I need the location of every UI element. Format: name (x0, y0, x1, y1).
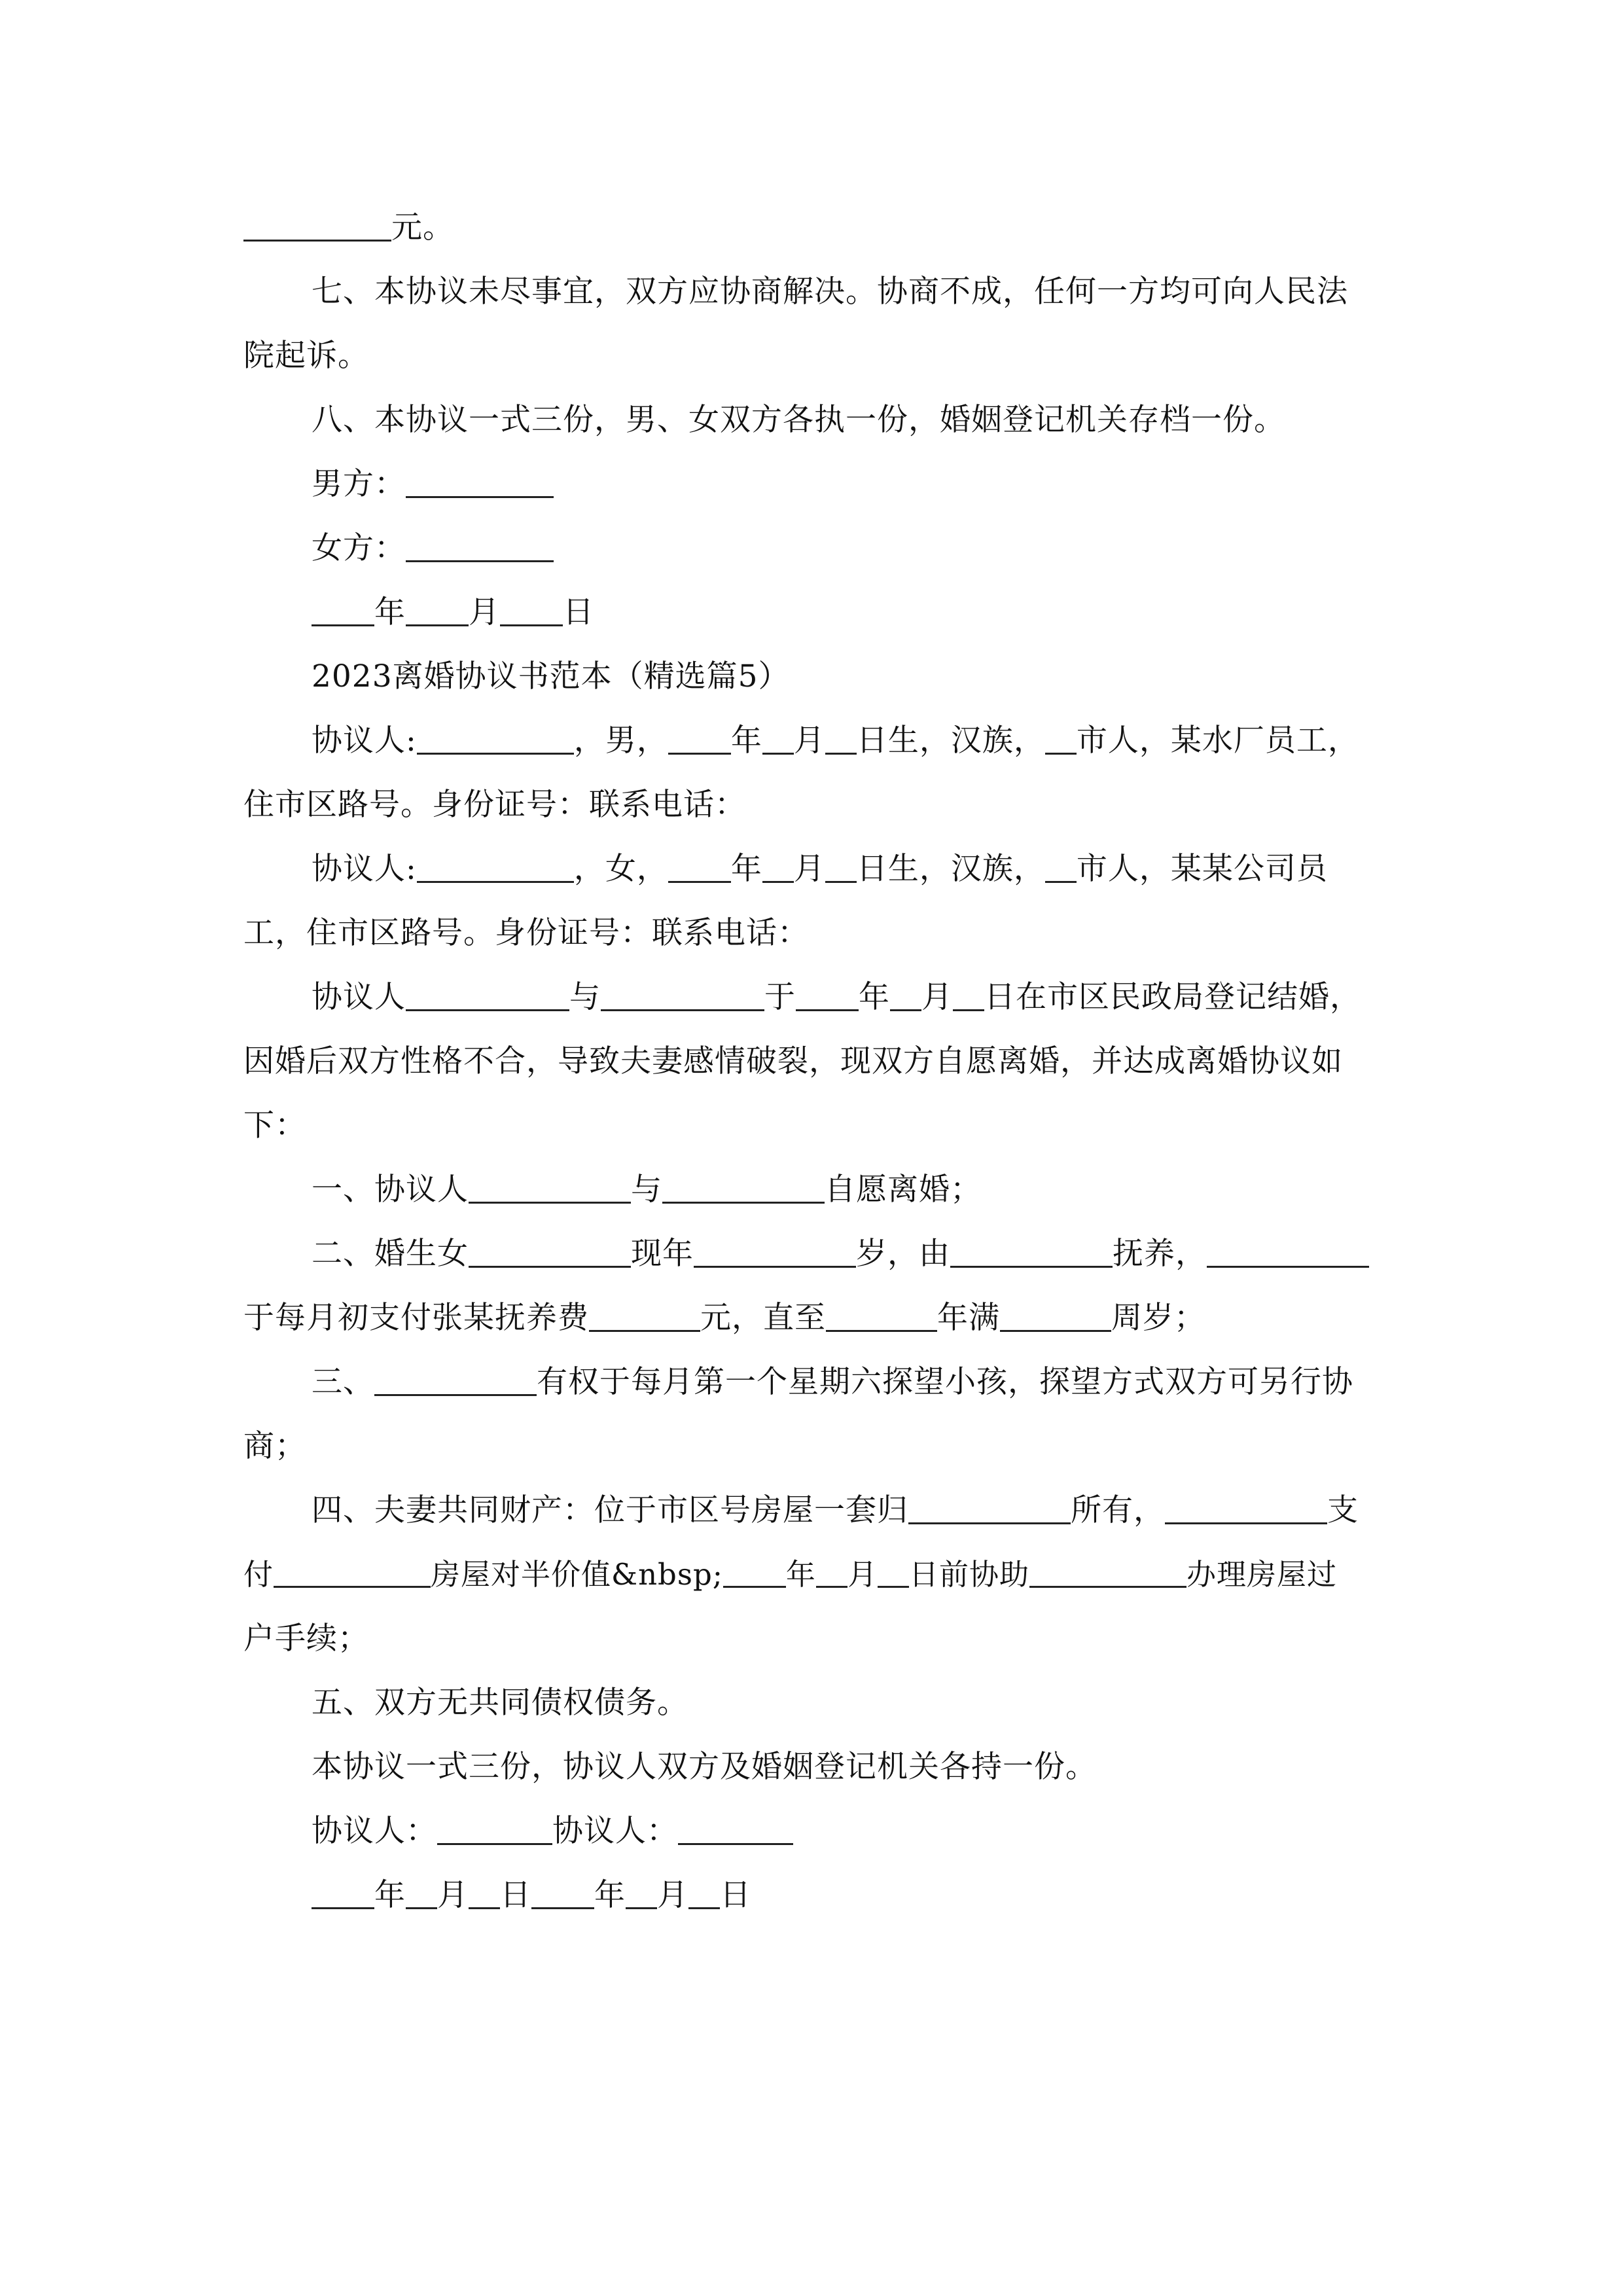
text-line (243, 208, 454, 247)
fill-blank (469, 1878, 500, 1909)
text-segment: 所有， (1071, 1492, 1165, 1528)
text-segment: 女方： (312, 530, 406, 566)
clause-2 (312, 1234, 1369, 1274)
text-segment: 年 (785, 1557, 816, 1592)
fill-blank (589, 1300, 700, 1332)
text-line (312, 978, 1361, 1017)
text-segment: 抚养， (1113, 1236, 1207, 1272)
fill-blank (243, 210, 391, 242)
text-line (243, 1042, 1343, 1081)
text-segment: 本协议一式三份，协议人双方及婚姻登记机关各持一份。 (312, 1749, 1097, 1785)
text-segment: 下： (243, 1107, 306, 1143)
text-segment: 日 (563, 594, 594, 630)
text-segment: 协议人: (312, 851, 417, 887)
text-segment: 一、协议人 (312, 1172, 469, 1208)
text-segment: 日 (720, 1877, 751, 1913)
fill-blank (662, 1172, 825, 1204)
text-segment: 协议人： (552, 1813, 678, 1849)
text-segment: 男方： (312, 466, 406, 502)
text-segment: 年 (594, 1877, 626, 1913)
fill-blank (825, 852, 857, 883)
fill-blank (762, 852, 794, 883)
fill-blank (406, 980, 569, 1011)
text-segment: 日生，汉族， (856, 851, 1045, 887)
fill-blank (723, 1558, 786, 1588)
clause-5 (312, 1683, 688, 1723)
fill-blank (826, 1300, 937, 1332)
text-segment: 协议人: (312, 723, 417, 759)
fill-blank (816, 1558, 847, 1588)
text-segment: 五、双方无共同债权债务。 (312, 1685, 688, 1721)
fill-blank (878, 1558, 909, 1588)
text-line (243, 1106, 306, 1145)
text-segment: 房屋对半价值&nbsp; (431, 1557, 723, 1592)
text-segment: 月 (657, 1877, 688, 1913)
text-segment: 自愿离婚； (825, 1172, 982, 1208)
fill-blank (1000, 1300, 1111, 1332)
clause-4 (312, 1491, 1359, 1530)
text-segment: 商； (243, 1428, 306, 1464)
fill-blank (406, 595, 469, 626)
text-segment: 工，住市区路号。身份证号：联系电话： (243, 915, 809, 951)
text-segment: 于每月初支付张某抚养费 (243, 1300, 589, 1336)
text-segment: 月 (437, 1877, 469, 1913)
fill-blank (274, 1558, 431, 1588)
text-segment: 现年 (631, 1236, 694, 1272)
text-segment: ，男， (573, 723, 668, 759)
text-line (312, 272, 1348, 312)
text-line (312, 1748, 1097, 1787)
text-segment: 协议人： (312, 1813, 437, 1849)
text-segment: 年 (730, 851, 762, 887)
fill-blank (1045, 852, 1077, 883)
text-segment: 与 (631, 1172, 662, 1208)
text-segment: 日在市区民政局登记结婚， (984, 979, 1361, 1015)
fill-blank (406, 531, 554, 562)
text-segment: 住市区路号。身份证号：联系电话： (243, 787, 746, 823)
text-segment: 户手续； (243, 1621, 369, 1657)
fill-blank (417, 723, 574, 755)
fill-blank (796, 980, 859, 1011)
text-segment: 月 (793, 723, 825, 759)
text-segment: 年 (730, 723, 762, 759)
signature-line-female (312, 529, 554, 568)
text-segment: 因婚后双方性格不合，导致夫妻感情破裂，现双方自愿离婚，并达成离婚协议如 (243, 1043, 1343, 1079)
date-line (312, 593, 594, 632)
clause-3 (312, 1363, 1353, 1402)
text-segment: 年 (859, 979, 890, 1015)
fill-blank (668, 852, 731, 883)
clause-1 (312, 1170, 982, 1210)
fill-blank (908, 1493, 1071, 1524)
fill-blank (694, 1236, 856, 1268)
section-heading (312, 657, 790, 696)
fill-blank (762, 723, 794, 755)
text-segment: 元，直至 (700, 1300, 826, 1336)
fill-blank (953, 980, 984, 1011)
text-segment: 三、 (312, 1364, 374, 1400)
text-segment: 岁，由 (856, 1236, 950, 1272)
text-segment: 二、婚生女 (312, 1236, 469, 1272)
fill-blank (688, 1878, 720, 1909)
fill-blank (406, 1878, 437, 1909)
text-line (243, 1427, 306, 1466)
text-segment: 年 (374, 594, 406, 630)
signature-line-male (312, 465, 554, 504)
date-line-parties (312, 1876, 751, 1915)
text-line (243, 336, 369, 376)
text-segment: 元。 (391, 209, 454, 245)
text-segment: 有权于每月第一个星期六探望小孩，探望方式双方可另行协 (537, 1364, 1353, 1400)
text-line (312, 721, 1359, 761)
text-line (243, 1555, 1337, 1594)
fill-blank (531, 1878, 594, 1909)
fill-blank (668, 723, 731, 755)
fill-blank (469, 1236, 631, 1268)
text-segment: 2023离婚协议书范本（精选篇5） (312, 658, 790, 694)
fill-blank (825, 723, 857, 755)
text-segment: 市人，某水厂员工， (1076, 723, 1359, 759)
text-segment: 七、本协议未尽事宜，双方应协商解决。协商不成，任何一方均可向人民法 (312, 274, 1348, 310)
fill-blank (312, 595, 374, 626)
text-segment: 支 (1327, 1492, 1359, 1528)
fill-blank (417, 852, 574, 883)
text-line (243, 1619, 369, 1659)
text-segment: 办理房屋过 (1186, 1557, 1337, 1592)
text-segment: 年 (374, 1877, 406, 1913)
text-segment: 日生，汉族， (856, 723, 1045, 759)
fill-blank (406, 467, 554, 498)
text-line (243, 914, 809, 953)
text-segment: 市人，某某公司员 (1076, 851, 1328, 887)
fill-blank (626, 1878, 657, 1909)
text-segment: 付 (243, 1557, 274, 1592)
fill-blank (601, 980, 764, 1011)
signature-line-parties (312, 1812, 793, 1851)
text-segment: 协议人 (312, 979, 406, 1015)
fill-blank (1165, 1493, 1327, 1524)
fill-blank (469, 1172, 631, 1204)
text-segment: 四、夫妻共同财产：位于市区号房屋一套归 (312, 1492, 908, 1528)
text-segment: 周岁； (1111, 1300, 1205, 1336)
text-segment: 年满 (937, 1300, 1000, 1336)
fill-blank (500, 595, 563, 626)
text-line (312, 850, 1328, 889)
fill-blank (1207, 1236, 1369, 1268)
fill-blank (1029, 1558, 1186, 1588)
text-segment: 月 (921, 979, 953, 1015)
text-segment: 日 (500, 1877, 531, 1913)
fill-blank (678, 1814, 793, 1845)
text-segment: 月 (469, 594, 500, 630)
fill-blank (890, 980, 921, 1011)
fill-blank (1045, 723, 1077, 755)
text-segment: 日前协助 (908, 1557, 1029, 1592)
fill-blank (374, 1365, 537, 1396)
text-segment: 八、本协议一式三份，男、女双方各执一份，婚姻登记机关存档一份。 (312, 402, 1285, 438)
text-segment: 与 (569, 979, 601, 1015)
text-line (243, 1299, 1205, 1338)
text-segment: 于 (764, 979, 796, 1015)
text-segment: 月 (847, 1557, 878, 1592)
text-line (312, 401, 1285, 440)
text-line (243, 785, 746, 825)
fill-blank (312, 1878, 374, 1909)
fill-blank (950, 1236, 1113, 1268)
fill-blank (437, 1814, 552, 1845)
text-segment: 院起诉。 (243, 338, 369, 374)
text-segment: ，女， (573, 851, 668, 887)
text-segment: 月 (793, 851, 825, 887)
